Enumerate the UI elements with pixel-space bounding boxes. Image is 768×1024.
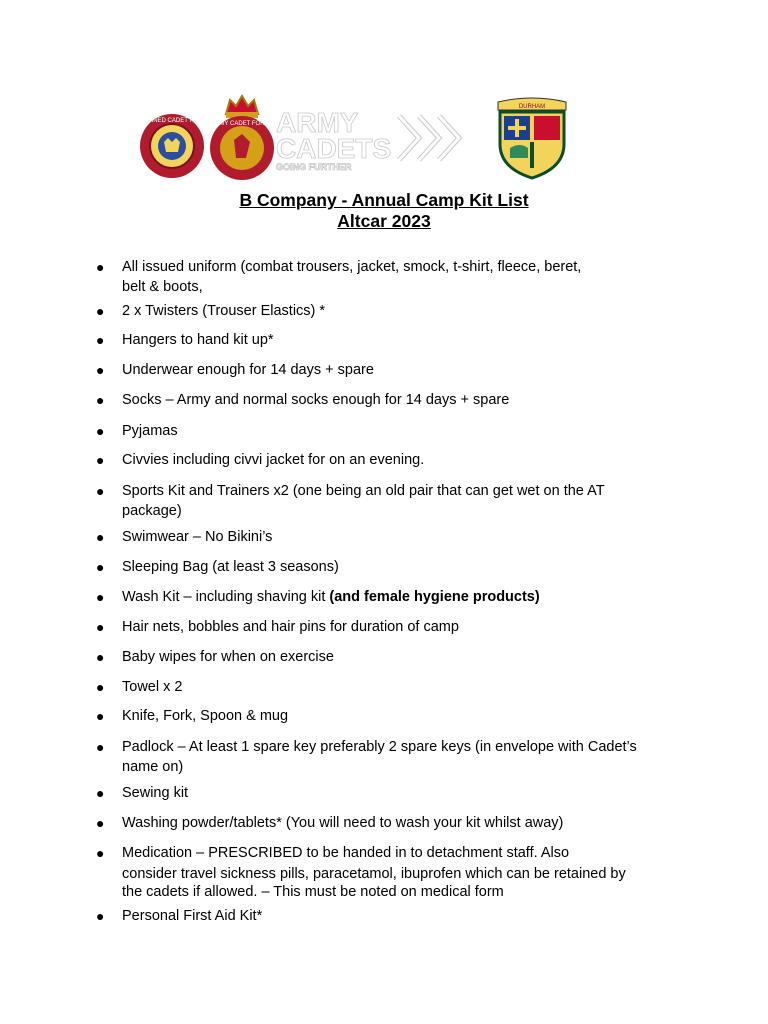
bullet-icon: ●	[96, 332, 105, 348]
item-text-continued: name on)	[122, 759, 184, 775]
bullet-icon: ●	[96, 815, 105, 831]
svg-text:ARMY CADET FORCE: ARMY CADET FORCE	[211, 121, 273, 127]
bullet-icon: ●	[96, 589, 105, 605]
document-subtitle: Altcar 2023	[337, 211, 431, 231]
item-text: 2 x Twisters (Trouser Elastics) *	[122, 303, 326, 319]
durham-shield-logo	[494, 96, 570, 180]
item-text: Pyjamas	[122, 423, 178, 439]
item-text: Swimwear – No Bikini’s	[122, 529, 273, 545]
item-text: Padlock – At least 1 spare key preferably 2 spare keys (in envelope with Cadet’s	[122, 739, 637, 755]
item-text: Sewing kit	[122, 785, 189, 801]
bullet-icon: ●	[96, 362, 105, 378]
item-text: Hangers to hand kit up*	[122, 332, 274, 348]
item-text: Towel x 2	[122, 679, 183, 695]
svg-text:ARMY: ARMY	[276, 107, 359, 138]
bullet-icon: ●	[96, 452, 105, 468]
svg-text:CADETS: CADETS	[276, 133, 392, 164]
item-text: Underwear enough for 14 days + spare	[122, 362, 374, 378]
bullet-icon: ●	[96, 908, 105, 924]
item-text: Hair nets, bobbles and hair pins for duration of camp	[122, 619, 459, 635]
bullet-icon: ●	[96, 559, 105, 575]
bullet-icon: ●	[96, 259, 105, 275]
item-text: Sleeping Bag (at least 3 seasons)	[122, 559, 339, 575]
document-title: B Company - Annual Camp Kit List	[239, 190, 529, 210]
item-text: Sports Kit and Trainers x2 (one being an old pair that can get wet on the AT	[122, 483, 605, 499]
item-text: Washing powder/tablets* (You will need to wash your kit whilst away)	[122, 815, 564, 831]
bullet-icon: ●	[96, 649, 105, 665]
bullet-icon: ●	[96, 483, 105, 499]
item-text: Personal First Aid Kit*	[122, 908, 263, 924]
title-block	[0, 190, 768, 232]
bullet-icon: ●	[96, 708, 105, 724]
bullet-icon: ●	[96, 619, 105, 635]
acf-logo	[206, 92, 278, 182]
bullet-icon: ●	[96, 845, 105, 861]
svg-text:GOING FURTHER: GOING FURTHER	[276, 162, 352, 172]
item-text: Civvies including civvi jacket for on an evening.	[122, 452, 425, 468]
item-text: Baby wipes for when on exercise	[122, 649, 334, 665]
item-text-emphasis: (and female hygiene products)	[329, 589, 540, 605]
bullet-icon: ●	[96, 529, 105, 545]
bullet-icon: ●	[96, 785, 105, 801]
item-text-continued: belt & boots,	[122, 279, 203, 295]
ccf-logo	[133, 112, 211, 180]
svg-text:COMBINED CADET FORCE: COMBINED CADET FORCE	[133, 118, 211, 124]
bullet-icon: ●	[96, 303, 105, 319]
army-cadets-wordmark	[274, 106, 469, 172]
item-text-continued: the cadets if allowed. – This must be noted on medical form	[122, 884, 504, 900]
item-text: Socks – Army and normal socks enough for 14 days + spare	[122, 392, 510, 408]
item-text: Wash Kit – including shaving kit	[122, 589, 330, 605]
svg-text:DURHAM: DURHAM	[518, 104, 546, 110]
logo-banner	[133, 92, 576, 188]
item-text: All issued uniform (combat trousers, jacket, smock, t-shirt, fleece, beret,	[122, 259, 582, 275]
bullet-icon: ●	[96, 423, 105, 439]
bullet-icon: ●	[96, 392, 105, 408]
item-text: Medication – PRESCRIBED to be handed in to detachment staff. Also	[122, 845, 570, 861]
item-text: Knife, Fork, Spoon & mug	[122, 708, 289, 724]
bullet-icon: ●	[96, 679, 105, 695]
item-text-continued: package)	[122, 503, 182, 519]
bullet-icon: ●	[96, 739, 105, 755]
item-text-continued: consider travel sickness pills, paracetamol, ibuprofen which can be retained by	[122, 866, 626, 882]
